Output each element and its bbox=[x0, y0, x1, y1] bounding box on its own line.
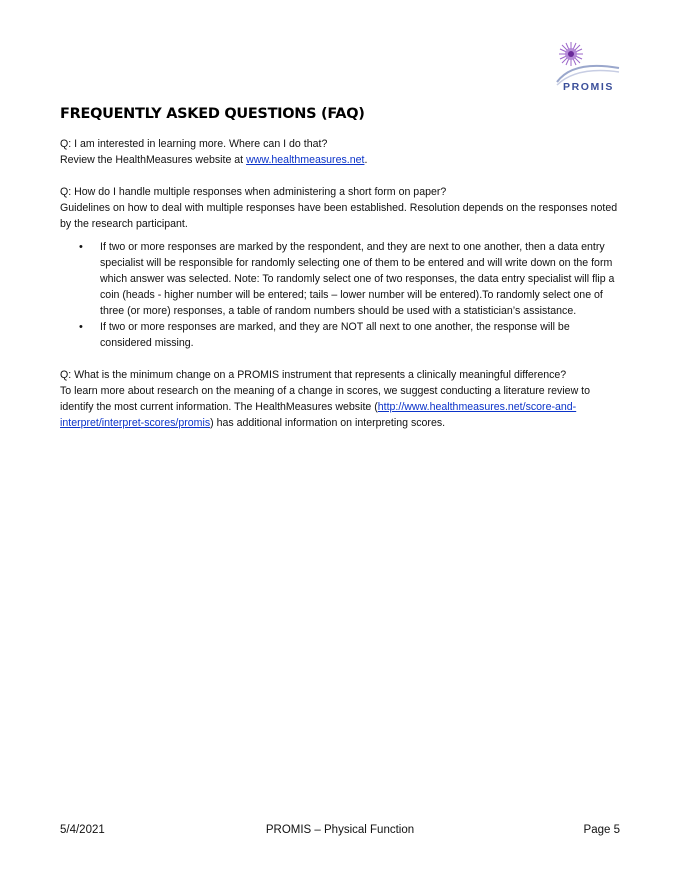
promis-logo-icon bbox=[553, 38, 623, 94]
page-footer bbox=[60, 824, 620, 840]
interpret-scores-link[interactable]: http://www.healthmeasures.net/score-and-interpret/interpret-scores/promis bbox=[60, 401, 577, 429]
healthmeasures-link[interactable]: www.healthmeasures.net bbox=[246, 154, 365, 166]
faq-answer-2: Guidelines on how to deal with multiple responses have been established. Resolution depends on the responses noted by the research participant. bbox=[60, 202, 618, 230]
promis-logo-text: PROMIS bbox=[563, 81, 615, 93]
faq-answer-3: To learn more about research on the meaning of a change in scores, we suggest conducting a literature review to identify the most current information. The HealthMeasures website (http://www.healthmeasures.net/score-and-interpret/interpret-scores/promis) has additional information on interpreting scores. bbox=[60, 385, 590, 429]
faq-question-2: Q: How do I handle multiple responses when administering a short form on paper? bbox=[60, 186, 447, 198]
faq-question-3: Q: What is the minimum change on a PROMIS instrument that represents a clinically meaningful difference? bbox=[60, 369, 567, 381]
responses-bullet-list bbox=[60, 239, 623, 351]
footer-title: PROMIS – Physical Function bbox=[265, 824, 415, 836]
list-item: • If two or more responses are marked, and they are NOT all next to one another, the response will be considered missing. bbox=[79, 321, 570, 349]
faq-question-1: Q: I am interested in learning more. Where can I do that? bbox=[60, 138, 328, 150]
page-title: FREQUENTLY ASKED QUESTIONS (FAQ) bbox=[60, 106, 365, 122]
bullet-icon: • bbox=[79, 241, 83, 253]
list-item: • If two or more responses are marked by the respondent, and they are next to one another, then a data entry specialist will be responsible for randomly selecting one of them to be entered and will write down on the form which answer was selected. Note: To randomly select one of two responses, the data entry specialist will flip a coin (heads - higher number will be entered; tails – lower number will be entered).To randomly select one of three (or more) responses, a table of random numbers should be used with a statistician’s assistance. bbox=[79, 241, 615, 317]
footer-date: 5/4/2021 bbox=[60, 824, 105, 836]
bullet-icon: • bbox=[79, 321, 83, 333]
faq-content bbox=[60, 136, 623, 431]
faq-answer-1: Review the HealthMeasures website at www.healthmeasures.net. bbox=[60, 154, 368, 166]
promis-logo bbox=[553, 38, 623, 94]
footer-page-number: Page 5 bbox=[583, 824, 620, 836]
